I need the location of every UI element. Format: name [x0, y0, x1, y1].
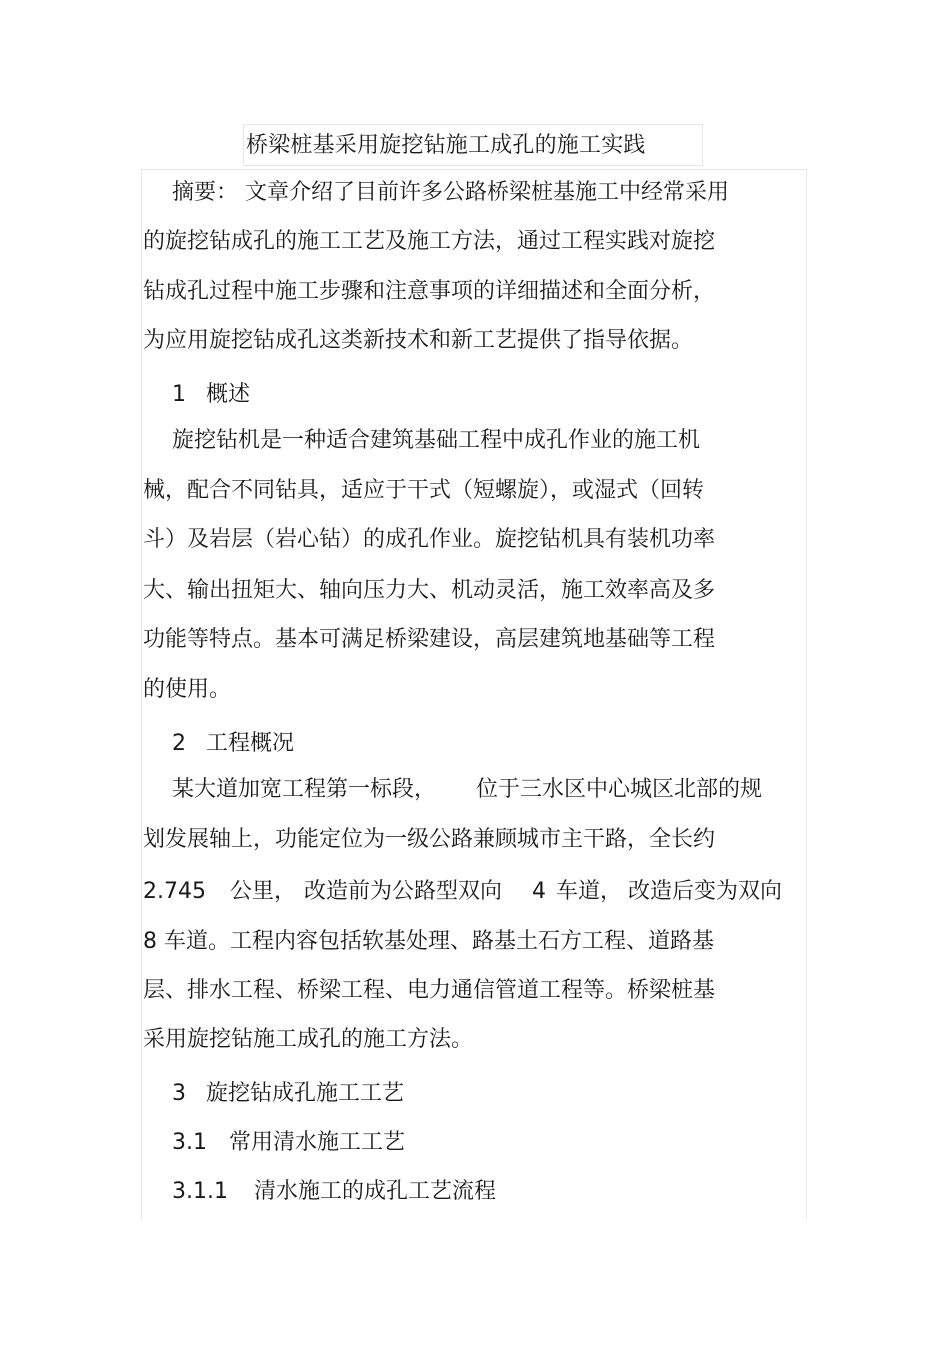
- section-2-line-5: 层、排水工程、桥梁工程、电力通信管道工程等。桥梁桩基: [143, 978, 716, 1003]
- section-2-title: 工程概况: [206, 731, 295, 756]
- abstract-line-1: 摘要： 文章介绍了目前许多公路桥梁桩基施工中经常采用: [172, 180, 729, 205]
- section-3-1-heading: [172, 1128, 405, 1158]
- section-3-heading: [172, 1079, 404, 1109]
- section-2-line-1: [172, 775, 762, 805]
- section-2-heading: [172, 729, 294, 759]
- section-1-line-3: 斗）及岩层（岩心钻）的成孔作业。旋挖钻机具有装机功率: [143, 527, 716, 552]
- section-3-1-title: 常用清水施工工艺: [229, 1130, 406, 1155]
- section-2-line-3-part-c: 改造前为公路型双向: [304, 879, 503, 904]
- section-2-lane-count-before: 4: [532, 879, 547, 904]
- abstract-line-2: 的旋挖钻成孔的施工工艺及施工方法，通过工程实践对旋挖: [143, 229, 716, 254]
- section-3-1-1-heading: [172, 1177, 496, 1207]
- section-2-number: 2: [172, 731, 186, 756]
- section-3-title: 旋挖钻成孔施工工艺: [206, 1081, 405, 1106]
- section-2-line-6: 采用旋挖钻施工成孔的施工方法。: [143, 1027, 474, 1052]
- section-1-line-4: 大、输出扭矩大、轴向压力大、机动灵活，施工效率高及多: [143, 578, 716, 603]
- document-title: 桥梁桩基采用旋挖钻施工成孔的施工实践: [246, 133, 646, 158]
- section-2-line-2: 划发展轴上，功能定位为一级公路兼顾城市主干路，全长约: [143, 827, 716, 852]
- section-1-title: 概述: [206, 382, 251, 407]
- section-3-1-number: 3.1: [172, 1130, 207, 1155]
- abstract-line-4: 为应用旋挖钻成孔这类新技术和新工艺提供了指导依据。: [143, 328, 694, 353]
- section-1-line-5: 功能等特点。基本可满足桥梁建设，高层建筑地基础等工程: [143, 627, 716, 652]
- section-3-1-1-title: 清水施工的成孔工艺流程: [253, 1179, 496, 1204]
- section-1-line-2: 械，配合不同钻具，适应于干式（短螺旋），或湿式（回转: [143, 478, 705, 503]
- section-2-line-3-part-f: 改造后变为双向: [628, 879, 783, 904]
- section-2-line-1-part-b: 位于三水区中心城区北部的规: [476, 777, 763, 802]
- section-2-line-3-part-b: 公里，: [229, 879, 296, 904]
- section-1-line-6: 的使用。: [143, 677, 232, 702]
- abstract-line-3: 钻成孔过程中施工步骤和注意事项的详细描述和全面分析，: [143, 279, 716, 304]
- section-1-line-1: 旋挖钻机是一种适合建筑基础工程中成孔作业的施工机: [172, 428, 701, 453]
- section-2-line-4: 8 车道。工程内容包括软基处理、路基土石方工程、道路基: [143, 929, 714, 954]
- section-1-heading: [172, 380, 250, 410]
- section-3-1-1-number: 3.1.1: [172, 1179, 228, 1204]
- section-2-length-value: 2.745: [143, 879, 206, 904]
- section-3-number: 3: [172, 1081, 186, 1106]
- section-2-line-3: [143, 877, 782, 907]
- section-1-number: 1: [172, 382, 186, 407]
- section-2-line-1-part-a: 某大道加宽工程第一标段，: [172, 777, 437, 802]
- section-2-line-3-part-e: 车道，: [556, 879, 623, 904]
